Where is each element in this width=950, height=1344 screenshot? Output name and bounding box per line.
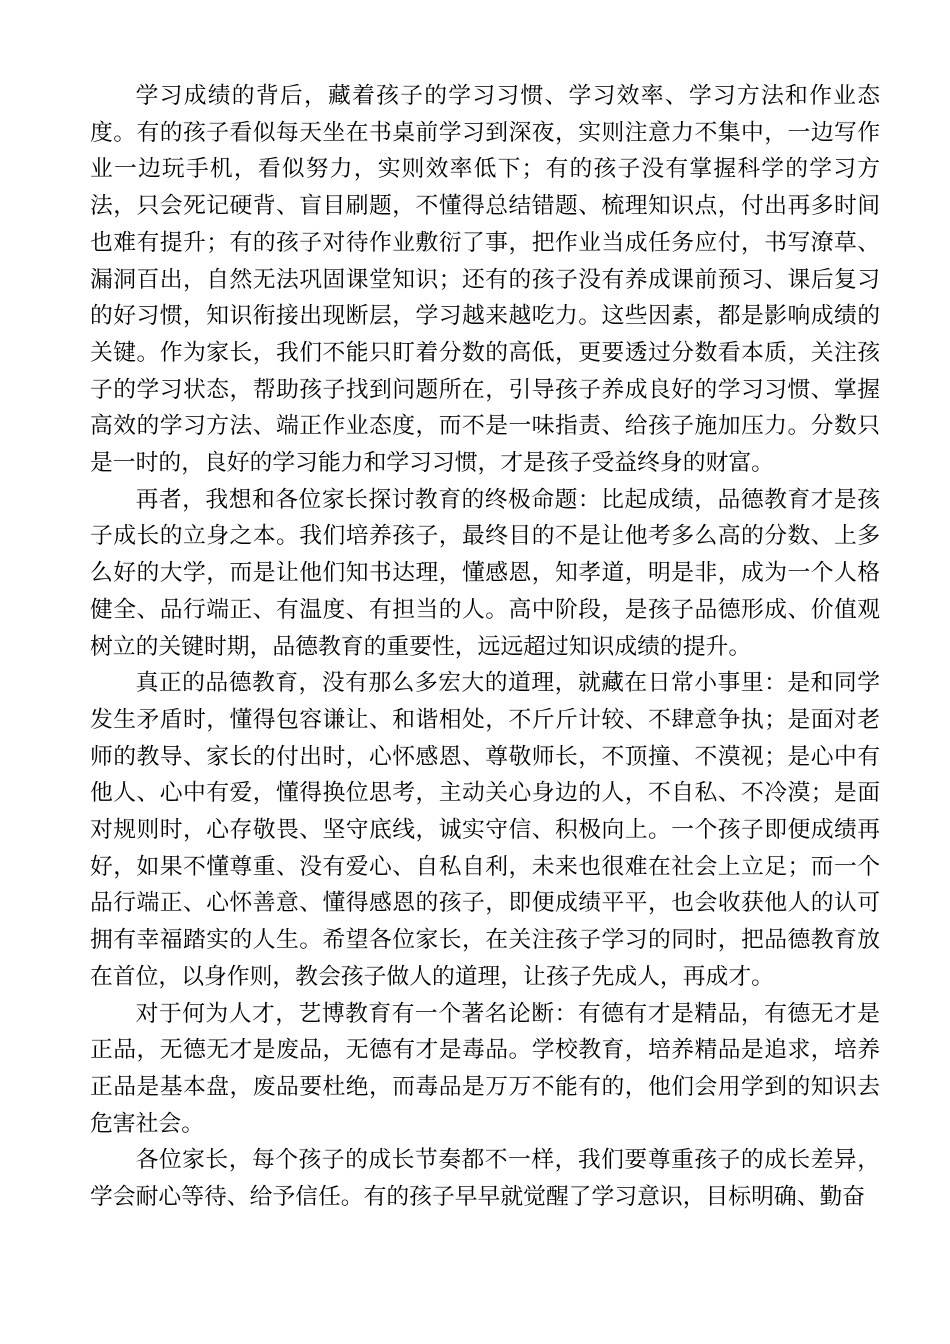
paragraph-talent-definition: 对于何为人才，艺博教育有一个著名论断：有德有才是精品，有德无才是正品，无德无才是废品，无德有才是毒品。学校教育，培养精品是追求，培养正品是基本盘，废品要杜绝，而毒品是万万不能有的，他们会用学到的知识去危害社会。: [90, 1000, 880, 1137]
paragraph-growth-pace: 各位家长，每个孩子的成长节奏都不一样，我们要尊重孩子的成长差异，学会耐心等待、给予信任。有的孩子早早就觉醒了学习意识，目标明确、勤奋: [90, 1147, 880, 1211]
paragraph-moral-education: 再者，我想和各位家长探讨教育的终极命题：比起成绩，品德教育才是孩子成长的立身之本。我们培养孩子，最终目的不是让他考多么高的分数、上多么好的大学，而是让他们知书达理，懂感恩，知孝道，明是非，成为一个人格健全、品行端正、有温度、有担当的人。高中阶段，是孩子品德形成、价值观树立的关键时期，品德教育的重要性，远远超过知识成绩的提升。: [90, 486, 880, 660]
paragraph-study-habits: 学习成绩的背后，藏着孩子的学习习惯、学习效率、学习方法和作业态度。有的孩子看似每天坐在书桌前学习到深夜，实则注意力不集中，一边写作业一边玩手机，看似努力，实则效率低下；有的孩子没有掌握科学的学习方法，只会死记硬背、盲目刷题，不懂得总结错题、梳理知识点，付出再多时间也难有提升；有的孩子对待作业敷衍了事，把作业当成任务应付，书写潦草、漏洞百出，自然无法巩固课堂知识；还有的孩子没有养成课前预习、课后复习的好习惯，知识衔接出现断层，学习越来越吃力。这些因素，都是影响成绩的关键。作为家长，我们不能只盯着分数的高低，更要透过分数看本质，关注孩子的学习状态，帮助孩子找到问题所在，引导孩子养成良好的学习习惯、掌握高效的学习方法、端正作业态度，而不是一味指责、给孩子施加压力。分数只是一时的，良好的学习能力和学习习惯，才是孩子受益终身的财富。: [90, 83, 880, 477]
document-body: [90, 78, 880, 1216]
paragraph-everyday-virtue: 真正的品德教育，没有那么多宏大的道理，就藏在日常小事里：是和同学发生矛盾时，懂得包容谦让、和谐相处，不斤斤计较、不肆意争执；是面对老师的教导、家长的付出时，心怀感恩、尊敬师长，不顶撞、不漠视；是心中有他人、心中有爱，懂得换位思考，主动关心身边的人，不自私、不冷漠；是面对规则时，心存敬畏、坚守底线，诚实守信、积极向上。一个孩子即便成绩再好，如果不懂尊重、没有爱心、自私自利，未来也很难在社会上立足；而一个品行端正、心怀善意、懂得感恩的孩子，即便成绩平平，也会收获他人的认可拥有幸福踏实的人生。希望各位家长，在关注孩子学习的同时，把品德教育放在首位，以身作则，教会孩子做人的道理，让孩子先成人，再成才。: [90, 670, 880, 990]
